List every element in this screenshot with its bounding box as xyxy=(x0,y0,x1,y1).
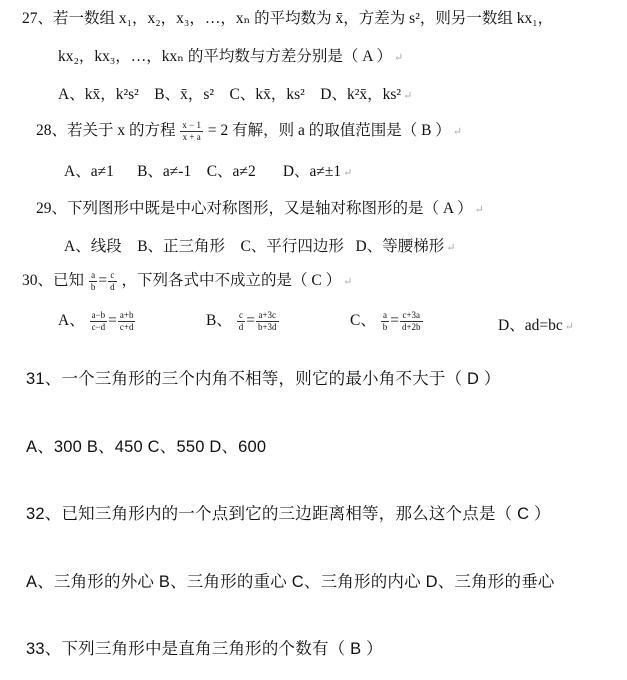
frac-den: b+3d xyxy=(257,321,277,332)
q28-frac-den: x + a xyxy=(182,131,201,142)
q27-options xyxy=(58,82,412,104)
q30-given-den-d: d xyxy=(110,281,115,292)
paragraph-mark-icon: ↵ xyxy=(393,52,404,64)
q28-stem-before: 28、若关于 x 的方程 xyxy=(36,122,176,139)
frac-num: c+3a xyxy=(400,311,423,322)
q30-stem-after: ，下列各式中不成立的是（ C ） xyxy=(121,272,342,289)
q31-options-text: A、300 B、450 C、550 D、600 xyxy=(26,438,267,456)
q30-option-b xyxy=(206,308,280,332)
paragraph-mark-icon: ↵ xyxy=(343,167,353,179)
q27-stem-line1: 27、若一数组 x₁，x₂，x₃，…，xₙ 的平均数为 x̄，方差为 s²，则另一数组 kx₁， xyxy=(22,10,554,27)
q30-option-d xyxy=(498,313,574,335)
q29-stem-text: 29、下列图形中既是中心对称图形，又是轴对称图形的是（ A ） xyxy=(36,200,473,217)
q30-opt-b-left xyxy=(237,311,246,332)
frac-num: a−b xyxy=(91,309,106,320)
frac-den: d xyxy=(238,321,244,332)
q33-stem-text: 33、下列三角形中是直角三角形的个数有（ B ） xyxy=(26,640,383,658)
q27-stem-line2: kx₂，kx₃，…，kxₙ 的平均数与方差分别是（ A ） xyxy=(58,48,392,65)
paragraph-mark-icon: ↵ xyxy=(403,90,413,102)
q30-given-num-c: c xyxy=(108,271,117,282)
q29-stem xyxy=(36,196,484,218)
paragraph-mark-icon: ↵ xyxy=(452,126,463,138)
q30-opt-c-left xyxy=(381,311,390,332)
q30-opt-a-label: A、 xyxy=(58,312,85,329)
q30-given-right xyxy=(108,271,117,292)
q27-line2 xyxy=(58,44,403,66)
paragraph-mark-icon: ↵ xyxy=(474,204,484,216)
q30-stem xyxy=(22,268,352,292)
frac-num: a+3c xyxy=(256,311,279,322)
q28-fraction xyxy=(180,121,203,142)
q30-option-c xyxy=(350,308,424,332)
paragraph-mark-icon: ↵ xyxy=(343,276,353,288)
q30-given-num-a: a xyxy=(89,271,98,282)
q32-stem xyxy=(26,500,551,524)
q32-stem-text: 32、已知三角形内的一个点到它的三边距离相等，那么这个点是（ C ） xyxy=(26,505,551,523)
q28-frac-num: x − 1 xyxy=(182,119,201,130)
q30-opt-a-left xyxy=(90,311,108,332)
equals-sign: = xyxy=(108,312,117,329)
q27-line1 xyxy=(22,6,553,28)
q30-opt-a-right xyxy=(118,311,136,332)
q28-options xyxy=(64,159,352,181)
q30-opt-c-right xyxy=(400,311,423,332)
frac-num: a xyxy=(381,311,390,322)
q28-stem-after: = 2 有解，则 a 的取值范围是（ B ） xyxy=(207,122,451,139)
frac-den: c+d xyxy=(119,321,134,332)
q31-options xyxy=(26,433,266,457)
frac-num: c xyxy=(237,311,246,322)
q31-stem-text: 31、一个三角形的三个内角不相等，则它的最小角不大于（ D ） xyxy=(26,370,501,388)
frac-den: d+2b xyxy=(401,321,421,332)
frac-den: b xyxy=(382,321,388,332)
paragraph-mark-icon: ↵ xyxy=(564,321,574,333)
paragraph-mark-icon: ↵ xyxy=(446,242,456,254)
frac-den: c−d xyxy=(91,321,106,332)
q30-opt-b-right xyxy=(256,311,279,332)
q28-stem xyxy=(36,118,462,142)
q30-option-a xyxy=(58,308,136,332)
q27-options-text: A、kx̄，k²s² B、x̄，s² C、kx̄，ks² D、k²x̄，ks² xyxy=(58,86,402,103)
q30-opt-c-label: C、 xyxy=(350,312,376,329)
equals-sign: = xyxy=(98,272,108,289)
equals-sign: = xyxy=(390,312,399,329)
equals-sign: = xyxy=(246,312,255,329)
q30-opt-b-label: B、 xyxy=(206,312,232,329)
q29-options-text: A、线段 B、正三角形 C、平行四边形 D、等腰梯形 xyxy=(64,238,445,255)
frac-num: a+b xyxy=(119,309,134,320)
q31-stem xyxy=(26,365,501,389)
q33-stem xyxy=(26,635,383,659)
q30-given-left xyxy=(89,271,98,292)
q30-stem-before: 30、已知 xyxy=(22,272,85,289)
q29-options xyxy=(64,234,455,256)
q32-options xyxy=(26,568,555,592)
q30-opt-d-text: D、ad=bc xyxy=(498,317,563,334)
q30-given-den-b: b xyxy=(90,281,96,292)
q28-options-text: A、a≠1 B、a≠-1 C、a≠2 D、a≠±1 xyxy=(64,163,342,180)
q32-options-text: A、三角形的外心 B、三角形的重心 C、三角形的内心 D、三角形的垂心 xyxy=(26,573,555,591)
